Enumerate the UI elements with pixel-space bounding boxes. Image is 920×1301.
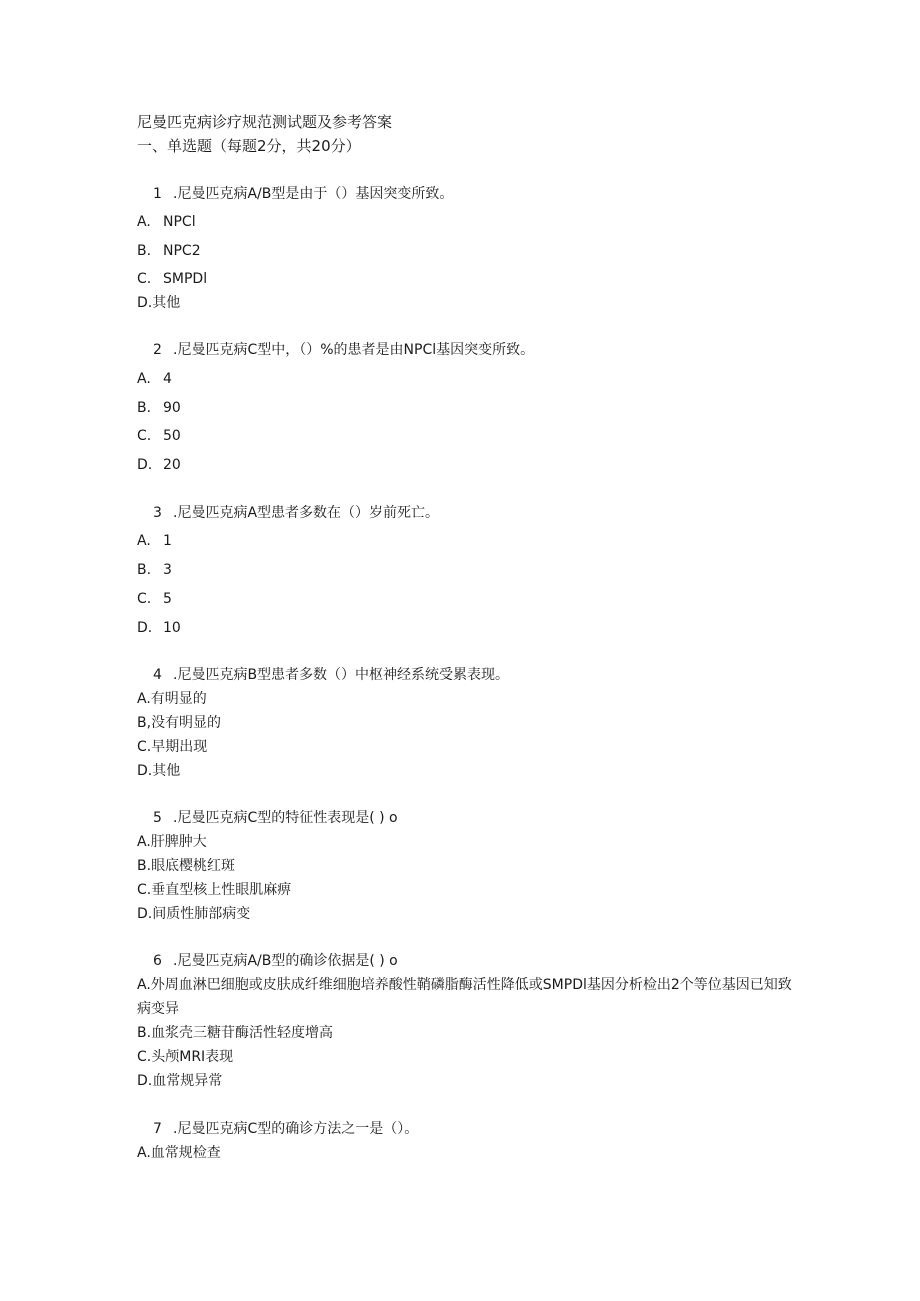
question-number: 2 — [153, 342, 162, 358]
option-text: 血浆壳三糖苷酶活性轻度增高 — [151, 1025, 334, 1041]
option-d — [137, 455, 181, 475]
option-letter: A. — [137, 977, 151, 993]
option-text: 3 — [163, 562, 172, 578]
option-text: 血常规异常 — [152, 1073, 223, 1089]
option-text: 1 — [163, 533, 172, 549]
option-a — [137, 369, 172, 389]
question-stem — [137, 1119, 797, 1139]
question-text: .尼曼匹克病A/B型是由于（）基因突变所致。 — [173, 186, 454, 202]
option-text: 20 — [163, 457, 181, 473]
option-letter: C. — [137, 271, 152, 287]
option-a — [137, 531, 172, 551]
option-letter: B. — [137, 400, 152, 416]
question-number: 7 — [153, 1121, 162, 1137]
option-a — [137, 973, 797, 1021]
question-3 — [137, 503, 797, 636]
option-letter: D. — [137, 906, 153, 922]
question-number: 4 — [153, 667, 162, 683]
option-text: 有明显的 — [150, 691, 207, 707]
option-d — [137, 293, 180, 313]
option-a — [137, 689, 207, 709]
option-letter: A. — [137, 371, 151, 387]
option-letter: A. — [137, 533, 151, 549]
question-stem — [137, 808, 797, 828]
question-4 — [137, 665, 797, 779]
option-c — [137, 737, 207, 757]
option-letter: C. — [137, 1049, 152, 1065]
question-stem — [137, 184, 797, 204]
option-b — [137, 560, 172, 580]
option-d — [137, 1071, 222, 1091]
option-text: 50 — [163, 428, 181, 444]
question-stem — [137, 340, 797, 360]
option-letter: A. — [137, 214, 151, 230]
option-text: 外周血淋巴细胞或皮肤成纤维细胞培养酸性鞘磷脂酶活性降低或SMPDl基因分析检出2个等位基因已知致病变异 — [137, 977, 792, 1017]
option-letter: A. — [137, 834, 151, 850]
option-text: 垂直型核上性眼肌麻痹 — [151, 882, 292, 898]
question-number: 1 — [153, 186, 162, 202]
option-b — [137, 713, 221, 733]
option-a — [137, 832, 207, 852]
option-letter: D. — [137, 295, 153, 311]
option-c — [137, 1047, 233, 1067]
option-letter: D. — [137, 620, 153, 636]
option-c — [137, 589, 172, 609]
question-text: .尼曼匹克病A/B型的确诊依据是( ) o — [173, 953, 398, 969]
question-7 — [137, 1119, 797, 1161]
option-c — [137, 269, 207, 289]
option-b — [137, 1023, 333, 1043]
option-letter: C. — [137, 739, 152, 755]
section-heading: 一、单选题（每题2分，共20分） — [137, 137, 361, 155]
option-text: NPC2 — [163, 243, 201, 259]
option-a — [137, 1143, 221, 1163]
option-letter: B. — [137, 243, 152, 259]
option-letter: C. — [137, 882, 152, 898]
question-6 — [137, 951, 797, 1089]
option-letter: A. — [137, 1145, 151, 1161]
option-letter: A. — [137, 691, 151, 707]
option-text: 头颅MRI表现 — [151, 1049, 234, 1065]
option-text: NPCl — [163, 214, 196, 230]
option-d — [137, 904, 250, 924]
question-number: 5 — [153, 810, 162, 826]
question-text: .尼曼匹克病C型的特征性表现是( ) o — [173, 810, 398, 826]
option-letter: D. — [137, 457, 153, 473]
option-letter: D. — [137, 763, 153, 779]
option-c — [137, 880, 291, 900]
option-letter: D. — [137, 1073, 153, 1089]
option-text: 眼底樱桃红斑 — [151, 858, 236, 874]
option-letter: B. — [137, 562, 152, 578]
question-text: .尼曼匹克病A型患者多数在（）岁前死亡。 — [173, 505, 440, 521]
question-text: .尼曼匹克病C型的确诊方法之一是（）。 — [173, 1121, 419, 1137]
option-a — [137, 212, 196, 232]
question-number: 3 — [153, 505, 162, 521]
option-c — [137, 426, 181, 446]
option-b — [137, 856, 235, 876]
option-b — [137, 398, 181, 418]
option-text: 早期出现 — [151, 739, 208, 755]
question-stem — [137, 503, 797, 523]
question-2 — [137, 340, 797, 473]
option-letter: C. — [137, 428, 152, 444]
option-d — [137, 761, 180, 781]
option-text: 肝脾肿大 — [150, 834, 207, 850]
option-d — [137, 618, 181, 638]
option-text: 4 — [163, 371, 172, 387]
option-letter: B. — [137, 858, 152, 874]
question-number: 6 — [153, 953, 162, 969]
option-text: 90 — [163, 400, 181, 416]
option-text: 没有明显的 — [151, 715, 222, 731]
option-text: 其他 — [152, 763, 181, 779]
option-letter: C. — [137, 591, 152, 607]
option-text: 血常规检查 — [150, 1145, 221, 1161]
option-text: 10 — [163, 620, 181, 636]
option-b — [137, 241, 201, 261]
question-text: .尼曼匹克病C型中，（）%的患者是由NPCl基因突变所致。 — [173, 342, 535, 358]
option-text: 其他 — [152, 295, 181, 311]
question-5 — [137, 808, 797, 922]
option-text: 间质性肺部病变 — [152, 906, 251, 922]
question-stem — [137, 951, 797, 971]
option-letter: B. — [137, 1025, 152, 1041]
option-letter: B, — [137, 715, 152, 731]
option-text: 5 — [163, 591, 172, 607]
question-1 — [137, 184, 797, 311]
document-title: 尼曼匹克病诊疗规范测试题及参考答案 — [137, 113, 393, 131]
question-stem — [137, 665, 797, 685]
option-text: SMPDl — [163, 271, 208, 287]
question-text: .尼曼匹克病B型患者多数（）中枢神经系统受累表现。 — [173, 667, 510, 683]
